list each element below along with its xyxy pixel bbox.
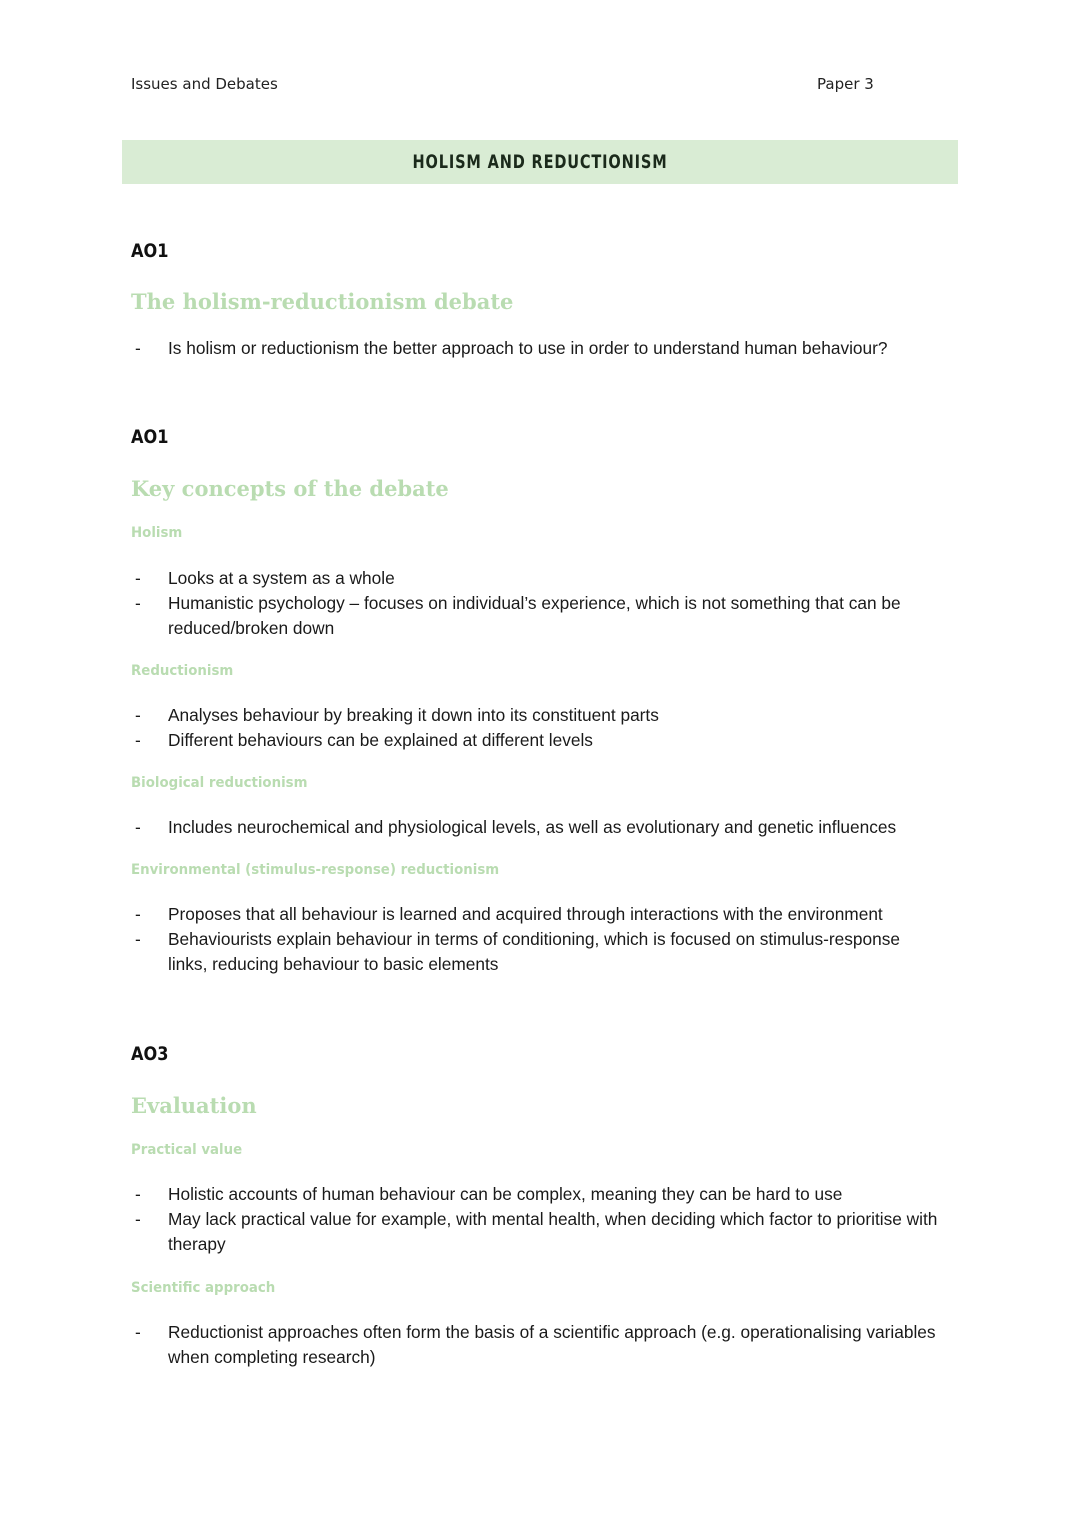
bullet-list [131, 566, 961, 641]
bullet-list [131, 336, 961, 361]
subsection-heading: Biological reductionism [131, 775, 308, 791]
section-heading: Key concepts of the debate [131, 476, 449, 501]
list-item: - Is holism or reductionism the better approach to use in order to understand human behaviour? [131, 336, 961, 361]
list-item: - Holistic accounts of human behaviour can be complex, meaning they can be hard to use [131, 1182, 961, 1207]
bullet-list [131, 1320, 961, 1370]
subsection-heading: Environmental (stimulus-response) reductionism [131, 862, 500, 878]
bullet-list [131, 1182, 961, 1257]
bullet-list [131, 902, 961, 977]
bullet-list [131, 815, 961, 840]
subsection-heading: Reductionism [131, 663, 234, 679]
list-item: - Humanistic psychology – focuses on individual’s experience, which is not something that can be reduced/broken down [131, 591, 961, 641]
subsection-heading: Holism [131, 525, 183, 541]
list-item: - Proposes that all behaviour is learned and acquired through interactions with the environment [131, 902, 961, 927]
assessment-objective-label: AO1 [131, 426, 169, 448]
list-item: - Looks at a system as a whole [131, 566, 961, 591]
header-right: Paper 3 [817, 75, 874, 93]
title-banner [122, 140, 958, 184]
list-item: - Different behaviours can be explained at different levels [131, 728, 961, 753]
list-item: - Analyses behaviour by breaking it down into its constituent parts [131, 703, 961, 728]
list-item: - Includes neurochemical and physiological levels, as well as evolutionary and genetic influences [131, 815, 961, 840]
assessment-objective-label: AO1 [131, 240, 169, 262]
list-item: - May lack practical value for example, with mental health, when deciding which factor to prioritise with therapy [131, 1207, 961, 1257]
assessment-objective-label: AO3 [131, 1043, 169, 1065]
section-heading: Evaluation [131, 1093, 257, 1118]
page-title: HOLISM AND REDUCTIONISM [412, 151, 668, 173]
list-item: - Behaviourists explain behaviour in terms of conditioning, which is focused on stimulus-response links, reducing behaviour to basic elements [131, 927, 961, 977]
bullet-list [131, 703, 961, 753]
list-item: - Reductionist approaches often form the basis of a scientific approach (e.g. operationalising variables when completing research) [131, 1320, 961, 1370]
subsection-heading: Practical value [131, 1142, 243, 1158]
header-left: Issues and Debates [131, 75, 278, 93]
subsection-heading: Scientific approach [131, 1280, 276, 1296]
section-heading: The holism-reductionism debate [131, 289, 514, 314]
